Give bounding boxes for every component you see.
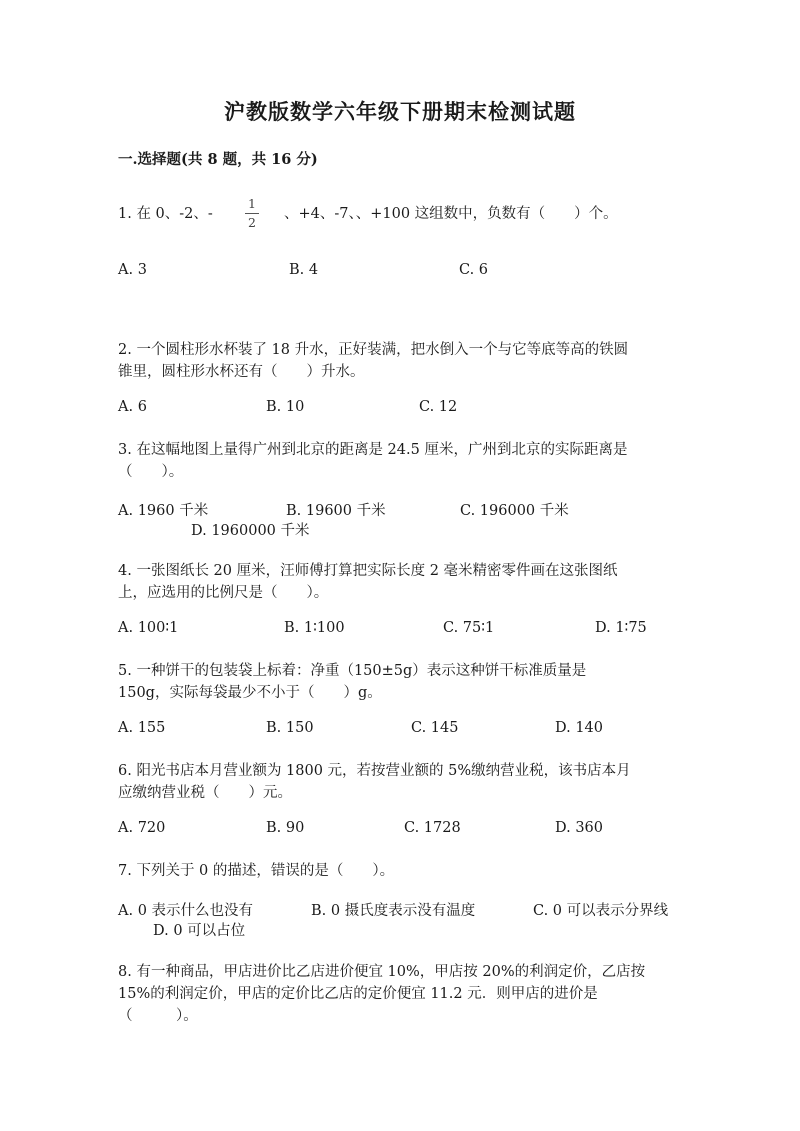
- section-heading: 一.选择题(共 8 题，共 16 分): [118, 151, 318, 168]
- question-4-line-1: 4. 一张图纸长 20 厘米，汪师傅打算把实际长度 2 毫米精密零件画在这张图纸: [118, 563, 618, 579]
- option-a: A. 3: [118, 262, 147, 278]
- option-b: B. 1∶100: [284, 620, 345, 636]
- option-a: A. 0 表示什么也没有: [118, 903, 254, 919]
- option-c: C. 196000 千米: [460, 503, 569, 519]
- question-8-line-3: （ ）。: [118, 1008, 198, 1024]
- option-d: D. 140: [555, 720, 604, 736]
- question-2-line-2: 锥里，圆柱形水杯还有（ ）升水。: [118, 364, 365, 380]
- question-2-line-1: 2. 一个圆柱形水杯装了 18 升水，正好装满，把水倒入一个与它等底等高的铁圆: [118, 342, 629, 358]
- question-5-line-1: 5. 一种饼干的包装袋上标着：净重（150±5g）表示这种饼干标准质量是: [118, 663, 587, 679]
- option-b: B. 150: [266, 720, 314, 736]
- option-b: B. 4: [289, 262, 319, 278]
- option-c: C. 75∶1: [443, 620, 495, 636]
- option-d: D. 1960000 千米: [191, 523, 310, 539]
- question-6-line-2: 应缴纳营业税（ ）元。: [118, 785, 292, 801]
- question-1-text-start: 1. 在 0、-2、-: [118, 206, 213, 222]
- fraction-bar: [245, 213, 259, 214]
- option-b: B. 10: [266, 399, 305, 415]
- question-3-line-2: （ ）。: [118, 464, 184, 480]
- option-c: C. 0 可以表示分界线: [533, 903, 669, 919]
- option-a: A. 720: [118, 820, 166, 836]
- fraction-one-half: [244, 197, 260, 230]
- option-c: C. 145: [411, 720, 459, 736]
- fraction-denominator: 2: [248, 215, 256, 230]
- fraction-numerator: 1: [248, 196, 256, 211]
- option-d: D. 360: [555, 820, 604, 836]
- question-7-line-1: 7. 下列关于 0 的描述，错误的是（ ）。: [118, 863, 395, 879]
- option-d: D. 0 可以占位: [153, 923, 246, 939]
- question-6-line-1: 6. 阳光书店本月营业额为 1800 元，若按营业额的 5%缴纳营业税，该书店本月: [118, 763, 631, 779]
- option-a: A. 1960 千米: [118, 503, 209, 519]
- question-8-line-1: 8. 有一种商品，甲店进价比乙店进价便宜 10%，甲店按 20%的利润定价，乙店按: [118, 964, 646, 980]
- option-a: A. 100∶1: [118, 620, 179, 636]
- option-b: B. 90: [266, 820, 305, 836]
- option-b: B. 19600 千米: [286, 503, 386, 519]
- question-3-line-1: 3. 在这幅地图上量得广州到北京的距离是 24.5 厘米，广州到北京的实际距离是: [118, 442, 628, 458]
- option-c: C. 6: [459, 262, 489, 278]
- option-a: A. 155: [118, 720, 166, 736]
- option-b: B. 0 摄氏度表示没有温度: [311, 903, 476, 919]
- option-a: A. 6: [118, 399, 147, 415]
- option-d: D. 1∶75: [595, 620, 647, 636]
- question-5-line-2: 150g，实际每袋最少不小于（ ）g。: [118, 685, 382, 701]
- page-title: 沪教版数学六年级下册期末检测试题: [224, 99, 576, 124]
- option-c: C. 12: [419, 399, 458, 415]
- question-8-line-2: 15%的利润定价，甲店的定价比乙店的定价便宜 11.2 元．则甲店的进价是: [118, 986, 598, 1002]
- question-4-line-2: 上，应选用的比例尺是（ ）。: [118, 585, 329, 601]
- option-c: C. 1728: [404, 820, 461, 836]
- question-1-text-end: 、+4、-7、、+100 这组数中，负数有（ ）个。: [284, 206, 618, 222]
